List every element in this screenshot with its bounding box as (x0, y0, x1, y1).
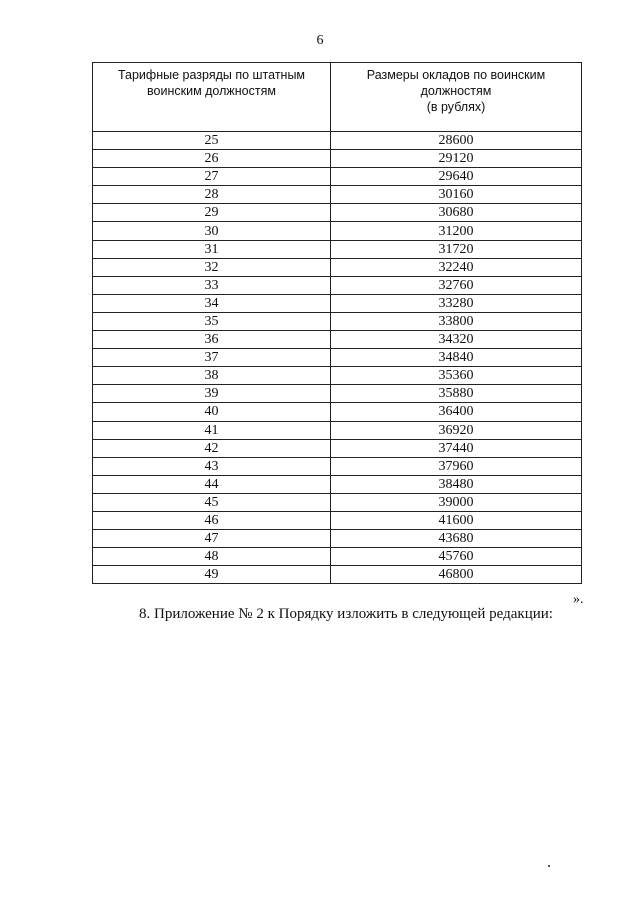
salary-cell: 37960 (331, 457, 582, 475)
salary-cell: 37440 (331, 439, 582, 457)
table-row (93, 403, 582, 421)
table-row (93, 511, 582, 529)
table-row (93, 312, 582, 330)
salary-cell: 29640 (331, 168, 582, 186)
tariff-grade-cell: 38 (93, 367, 331, 385)
salary-cell: 43680 (331, 530, 582, 548)
tariff-grade-cell: 36 (93, 331, 331, 349)
tariff-grade-cell: 29 (93, 204, 331, 222)
table-row (93, 240, 582, 258)
tariff-grade-cell: 35 (93, 312, 331, 330)
tariff-grade-cell: 34 (93, 294, 331, 312)
tariff-grade-cell: 25 (93, 132, 331, 150)
tariff-grade-cell: 49 (93, 566, 331, 584)
paragraph-text: 8. Приложение № 2 к Порядку изложить в следующей редакции: (139, 606, 553, 622)
salary-cell: 45760 (331, 548, 582, 566)
table-row (93, 276, 582, 294)
salary-cell: 28600 (331, 132, 582, 150)
salary-table (92, 62, 582, 584)
tariff-grade-cell: 27 (93, 168, 331, 186)
tariff-grade-cell: 44 (93, 475, 331, 493)
table-row (93, 548, 582, 566)
salary-cell: 35360 (331, 367, 582, 385)
tariff-grade-cell: 47 (93, 530, 331, 548)
tariff-grade-cell: 48 (93, 548, 331, 566)
tariff-grade-cell: 28 (93, 186, 331, 204)
header-line: Тарифные разряды по штатным (117, 68, 306, 82)
table-row (93, 475, 582, 493)
table-row (93, 439, 582, 457)
table-row (93, 421, 582, 439)
table-row (93, 566, 582, 584)
closing-quote: ». (573, 592, 584, 607)
salary-cell: 35880 (331, 385, 582, 403)
tariff-grade-cell: 41 (93, 421, 331, 439)
salary-cell: 41600 (331, 511, 582, 529)
table-row (93, 493, 582, 511)
salary-cell: 36920 (331, 421, 582, 439)
salary-cell: 30160 (331, 186, 582, 204)
table-row (93, 349, 582, 367)
table-row (93, 258, 582, 276)
table-row (93, 457, 582, 475)
header-line: должностям (420, 84, 492, 98)
salary-cell: 31200 (331, 222, 582, 240)
salary-cell: 34320 (331, 331, 582, 349)
tariff-grade-cell: 40 (93, 403, 331, 421)
salary-cell: 32240 (331, 258, 582, 276)
tariff-grade-cell: 39 (93, 385, 331, 403)
tariff-grade-cell: 30 (93, 222, 331, 240)
tariff-grade-cell: 37 (93, 349, 331, 367)
table-row (93, 204, 582, 222)
tariff-grade-cell: 42 (93, 439, 331, 457)
salary-cell: 46800 (331, 566, 582, 584)
header-tariff-grades (93, 63, 331, 132)
tariff-grade-cell: 26 (93, 150, 331, 168)
table-row (93, 132, 582, 150)
scan-speck (548, 865, 550, 867)
table-row (93, 385, 582, 403)
salary-cell: 29120 (331, 150, 582, 168)
salary-cell: 34840 (331, 349, 582, 367)
salary-cell: 38480 (331, 475, 582, 493)
tariff-grade-cell: 32 (93, 258, 331, 276)
salary-cell: 30680 (331, 204, 582, 222)
tariff-grade-cell: 33 (93, 276, 331, 294)
table-row (93, 150, 582, 168)
table-row (93, 331, 582, 349)
tariff-grade-cell: 45 (93, 493, 331, 511)
salary-cell: 36400 (331, 403, 582, 421)
salary-cell: 32760 (331, 276, 582, 294)
header-line: (в рублях) (426, 100, 486, 114)
salary-cell: 33800 (331, 312, 582, 330)
tariff-grade-cell: 46 (93, 511, 331, 529)
salary-cell: 31720 (331, 240, 582, 258)
table-row (93, 530, 582, 548)
page-number: 6 (316, 33, 324, 48)
tariff-grade-cell: 43 (93, 457, 331, 475)
table-row (93, 168, 582, 186)
salary-cell: 33280 (331, 294, 582, 312)
table-row (93, 186, 582, 204)
salary-cell: 39000 (331, 493, 582, 511)
header-line: воинским должностям (147, 84, 276, 98)
table-row (93, 367, 582, 385)
header-salary-sizes (331, 63, 582, 132)
header-line: Размеры окладов по воинским (366, 68, 546, 82)
table-row (93, 294, 582, 312)
table-row (93, 222, 582, 240)
table-body (93, 132, 582, 584)
table-header-row (93, 63, 582, 132)
tariff-grade-cell: 31 (93, 240, 331, 258)
